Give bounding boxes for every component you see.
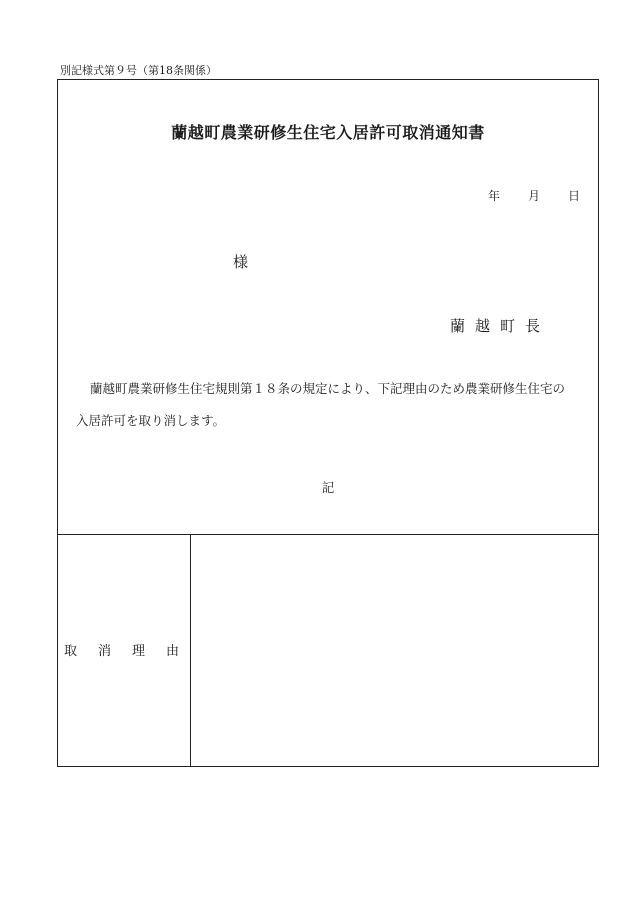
reason-label: 取消理由 (64, 644, 201, 659)
body-line-1: 蘭越町農業研修生住宅規則第１８条の規定により、下記理由のため農業研修生住宅の (90, 381, 566, 396)
addressee-suffix: 様 (233, 253, 249, 271)
document-title: 蘭越町農業研修生住宅入居許可取消通知書 (171, 123, 485, 142)
month-label: 月 (527, 189, 540, 203)
issuer-name: 蘭越町長 (450, 317, 551, 335)
reason-label-cell (58, 535, 201, 766)
year-label: 年 (487, 189, 500, 203)
ki-marker: 記 (321, 480, 335, 495)
date-line (488, 187, 580, 204)
day-label: 日 (567, 189, 580, 203)
form-reference: 別記様式第９号（第18条関係） (60, 64, 217, 77)
notice-body (76, 373, 598, 437)
body-line-2: 入居許可を取り消します。 (76, 413, 226, 428)
notice-frame (57, 79, 599, 767)
reason-table (58, 534, 598, 766)
reason-value-cell[interactable] (191, 535, 598, 766)
